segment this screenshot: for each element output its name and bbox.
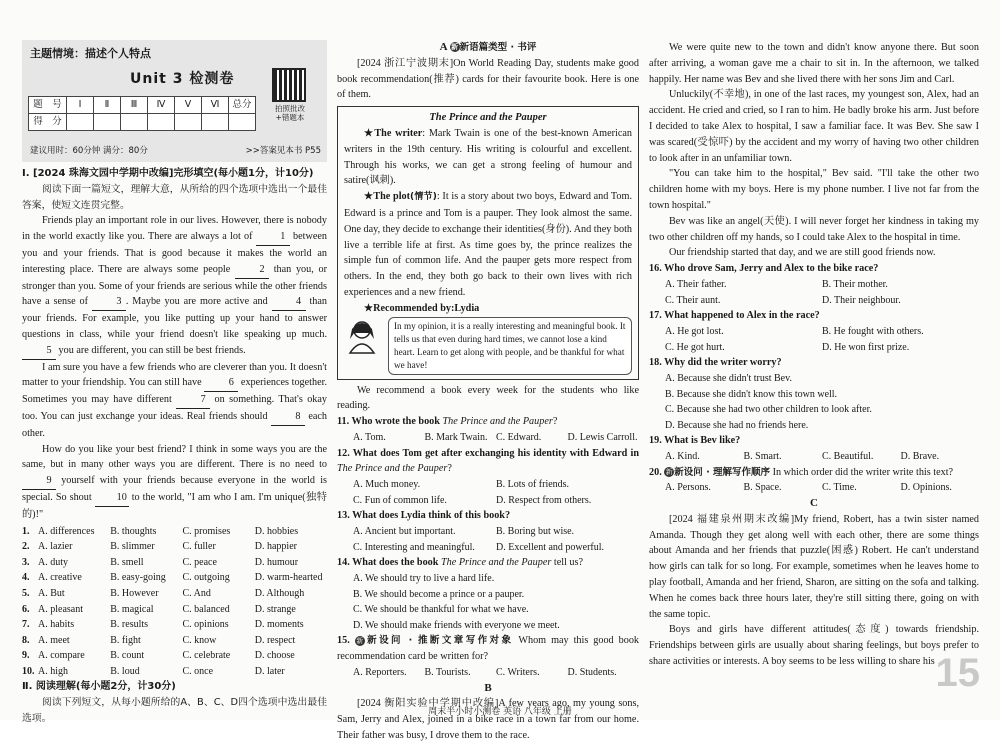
option-choice[interactable]: C. And <box>182 587 211 599</box>
option-choice[interactable]: C. know <box>182 634 217 646</box>
option-number: 2. <box>22 541 30 553</box>
section1-heading: Ⅰ. [2024 珠海文园中学期中改编]完形填空(每小题1分，计10分) <box>22 168 314 179</box>
option-choice[interactable]: D. Brave. <box>900 451 940 463</box>
cloze-option-row <box>22 633 327 649</box>
option-choice[interactable]: D. We should make friends with everyone we meet. <box>353 619 560 631</box>
book-title: The Prince and the Pauper <box>429 112 547 124</box>
score-value-cell[interactable] <box>202 113 229 130</box>
option-choice[interactable]: D. He won first prize. <box>822 341 910 353</box>
option-choice[interactable]: D. happier <box>254 541 297 553</box>
option-choice[interactable]: C. peace <box>182 556 217 568</box>
q19-options <box>649 449 979 465</box>
option-choice[interactable]: A. He got lost. <box>665 325 724 337</box>
new-icon: 新 <box>451 43 459 52</box>
plot-text: : It is a story about two boys, Edward and Tom. Edward is a prince and Tom is a pauper. They look almost the same. One day, they decide to exchange their identities(身份). And they both live a terrible life at first. As time goes by, the prince realizes the simple fun of common life. And the pauper gets more respect from others. In the end, they both go back to their own lives with rich experiences and a new friend. <box>344 191 632 298</box>
unit-title: Unit 3 检测卷 <box>130 71 235 87</box>
section2-heading: Ⅱ. 阅读理解(每小题2分，计30分) <box>22 681 176 693</box>
cloze-paragraph-1: Friends play an important role in our lives. However, there is nobody in the world exactly like you. There are always a lot of 1 between you and your friends. That is good because it makes the world an interesting place. There are always some people 2 than you, or stronger than you. Some of your friends are serious while the other friends have a sense of 3 . Maybe you are more active and 4 than your friends. For example, you like putting up your hand to answer questions in class, while your friend doesn't like speaking up much. 5 you are different, you can still be best friends. <box>22 213 327 359</box>
score-header-cell[interactable]: Ⅳ <box>148 97 175 114</box>
passage-b-heading: B <box>484 681 492 694</box>
cloze-blank[interactable]: 3 <box>92 294 126 311</box>
q20-stem: In which order did the writer write this text? <box>770 466 954 478</box>
option-number: 10. <box>22 665 35 677</box>
plot-cn: (情节) <box>410 192 437 203</box>
q17-options <box>649 324 979 355</box>
star-icon: ★ <box>364 191 374 203</box>
q15-tag: 新设问 · 推断文章写作对象 <box>364 635 514 647</box>
option-choice[interactable]: B. We should become a prince or a pauper. <box>353 588 525 600</box>
cloze-paragraph-3: How do you like your best friend? I think in some ways you are the same, but in many other ways you are different. There is no need to 9 yourself with your friends because everyone in the world is special. So shout 10 to the world, "I am who I am. I'm unique(独特的)!" <box>22 443 327 520</box>
suggested-time: 建议用时：60分钟 满分：80分 <box>30 146 148 156</box>
q14-stem: 14. What does the book <box>337 557 441 569</box>
cloze-option-row <box>22 555 327 571</box>
option-choice[interactable]: C. once <box>182 665 214 677</box>
book-recommendation-card <box>337 106 639 379</box>
question-16 <box>649 261 979 277</box>
question-12 <box>337 446 639 478</box>
option-choice[interactable]: C. balanced <box>182 603 230 615</box>
score-value-cell: 得 分 <box>29 113 67 130</box>
option-choice[interactable]: C. Writers. <box>496 667 540 679</box>
option-choice[interactable]: B. Mark Twain. <box>424 431 488 443</box>
score-header-cell[interactable]: Ⅰ <box>67 97 94 114</box>
score-value-cell[interactable] <box>175 113 202 130</box>
column-left <box>22 40 327 727</box>
exam-header <box>22 40 327 162</box>
q17-stem: 17. What happened to Alex in the race? <box>649 310 820 322</box>
score-table <box>28 96 256 131</box>
option-choice[interactable]: D. Excellent and powerful. <box>496 541 605 553</box>
option-choice[interactable]: B. easy-going <box>110 572 166 584</box>
option-choice[interactable]: D. Their neighbour. <box>822 294 901 306</box>
cloze-blank[interactable]: 8 <box>271 409 305 426</box>
option-choice[interactable]: D. humour <box>254 556 299 568</box>
new-icon: 新 <box>356 637 364 646</box>
option-choice[interactable]: A. high <box>38 665 68 677</box>
cloze-option-row <box>22 570 327 586</box>
option-choice[interactable]: C. Time. <box>822 482 857 494</box>
q20-tag: 新设问 · 理解写作顺序 <box>674 466 771 478</box>
q18-options <box>649 371 979 433</box>
score-header-cell[interactable]: Ⅱ <box>94 97 121 114</box>
option-choice[interactable]: A. But <box>38 587 65 599</box>
column-right <box>649 40 979 670</box>
cloze-paragraph-2: I am sure you have a few friends who are cleverer than you. It doesn't matter to your friendship. You can still have 6 experiences together. Sometimes you may have different 7 on something. That's okay too. You can just exchange your ideas. Real friends should 8 each other. <box>22 361 327 439</box>
option-choice[interactable]: D. hobbies <box>254 525 299 537</box>
section1-instruction: 阅读下面一篇短文，理解大意，从所给的四个选项中选出一个最佳答案，使短文连贯完整。 <box>22 183 327 211</box>
passage-a-heading <box>337 40 639 56</box>
score-value-cell[interactable] <box>229 113 256 130</box>
option-number: 1. <box>22 525 30 537</box>
option-choice[interactable]: B. count <box>110 650 145 662</box>
option-choice[interactable]: A. Kind. <box>665 451 700 463</box>
option-choice[interactable]: A. Persons. <box>665 482 711 494</box>
option-choice[interactable]: D. Students. <box>567 667 617 679</box>
option-choice[interactable]: A. duty <box>38 556 68 568</box>
cloze-option-row <box>22 602 327 618</box>
passage-b-p2: We were quite new to the town and didn't know anyone there. But soon after arriving, a woman gave me a chair to sit in. In the afternoon, we talked happily. Her name was Bev and she lived there with her sons Jim and Carl. <box>649 42 979 85</box>
option-choice[interactable]: B. Lots of friends. <box>496 479 570 491</box>
option-choice[interactable]: D. Opinions. <box>900 482 952 494</box>
option-choice[interactable]: A. We should try to live a hard life. <box>353 573 495 585</box>
score-value-cell[interactable] <box>148 113 175 130</box>
option-choice[interactable]: A. Their father. <box>665 278 727 290</box>
q11-title: The Prince and the Pauper <box>442 416 553 428</box>
cloze-option-row <box>22 586 327 602</box>
score-value-cell[interactable] <box>94 113 121 130</box>
cloze-option-row <box>22 524 327 540</box>
q16-stem: 16. Who drove Sam, Jerry and Alex to the bike race? <box>649 263 879 275</box>
cloze-option-row <box>22 664 327 680</box>
option-choice[interactable]: D. strange <box>254 603 296 615</box>
score-header-cell: 题 号 <box>29 97 67 114</box>
option-choice[interactable]: C. Their aunt. <box>665 294 721 306</box>
option-number: 9. <box>22 650 30 662</box>
recommendation-quote: In my opinion, it is a really interesting and meaningful book. It tells us that even during hard times, we cannot lose a kind heart. Learn to get along with people, and be thankful for what we have! <box>388 317 632 375</box>
writer-paragraph <box>344 126 632 189</box>
option-choice[interactable]: B. magical <box>110 603 154 615</box>
option-choice[interactable]: B. He fought with others. <box>822 325 924 337</box>
option-number: 3. <box>22 556 30 568</box>
cloze-blank[interactable]: 2 <box>235 262 269 279</box>
question-20: 20. 新 新设问 · 理解写作顺序 In which order did the writer write this text? <box>649 466 954 478</box>
score-header-cell[interactable]: Ⅴ <box>175 97 202 114</box>
writer-text: : Mark Twain is one of the best-known American writers in the 19th century. His writing is colourful and excellent. Through his works, we can get a strong feeling of humour and satire(讽刺). <box>344 127 632 187</box>
recommendation-row <box>344 317 632 375</box>
option-choice[interactable]: A. Much money. <box>353 479 421 491</box>
question-11 <box>337 414 639 430</box>
option-choice[interactable]: B. However <box>110 587 159 599</box>
option-choice[interactable]: B. Smart. <box>743 451 782 463</box>
option-choice[interactable]: C. promises <box>182 525 231 537</box>
option-choice[interactable]: B. Space. <box>743 482 782 494</box>
option-number: 7. <box>22 619 30 631</box>
score-value-cell[interactable] <box>67 113 94 130</box>
q12-stem: 12. What does Tom get after exchanging his identity with Edward in <box>337 447 639 459</box>
qr-label: 拍照批改 +错题本 <box>275 104 305 122</box>
option-choice[interactable]: D. choose <box>254 650 295 662</box>
option-choice[interactable]: D. Because she had no friends here. <box>665 419 809 431</box>
girl-avatar-icon <box>344 317 380 353</box>
writer-label: The writer <box>374 127 423 139</box>
page-number: 15 <box>935 651 980 695</box>
option-number: 4. <box>22 572 30 584</box>
passage-b-p1: [2024 衡阳实验中学期中改编]A few years ago, my young sons, Sam, Jerry and Alex, joined in a bike race in a town far from our home. Their father was busy, I drove them to the race. <box>337 698 639 742</box>
option-choice[interactable]: A. Tom. <box>353 431 386 443</box>
q20-options <box>649 480 979 496</box>
cloze-options <box>22 524 327 680</box>
option-choice[interactable]: B. loud <box>110 665 140 677</box>
question-19 <box>649 433 979 449</box>
option-choice[interactable]: A. pleasant <box>38 603 83 615</box>
score-header-cell[interactable]: 总分 <box>229 97 256 114</box>
passage-a-type: 新语篇类型 · 书评 <box>459 42 537 53</box>
option-choice[interactable]: A. Ancient but important. <box>353 526 456 538</box>
cloze-blank[interactable]: 10 <box>95 490 129 507</box>
q16-options <box>649 277 979 308</box>
option-choice[interactable]: C. He got hurt. <box>665 341 725 353</box>
passage-c-heading: C <box>810 497 818 510</box>
cloze-blank[interactable]: 5 <box>22 343 56 360</box>
recommended-label: Recommended by:Lydia <box>373 302 480 314</box>
question-18 <box>649 355 979 371</box>
option-choice[interactable]: A. creative <box>38 572 82 584</box>
qr-code-icon[interactable] <box>272 68 306 102</box>
option-choice[interactable]: A. lazier <box>38 541 73 553</box>
q15-options <box>337 665 639 681</box>
option-number: 8. <box>22 634 30 646</box>
option-choice[interactable]: D. later <box>254 665 285 677</box>
passage-a-letter: A <box>439 41 450 53</box>
option-choice[interactable]: B. slimmer <box>110 541 155 553</box>
q15-stem: Whom may this good book recommendation card be written for? <box>337 635 640 663</box>
q11-stem: 11. Who wrote the book <box>337 416 443 428</box>
option-choice[interactable]: D. warm-hearted <box>254 572 323 584</box>
option-choice[interactable]: A. differences <box>38 525 95 537</box>
q11-options <box>337 430 639 446</box>
star-icon: ★ <box>364 127 375 139</box>
option-choice[interactable]: C. celebrate <box>182 650 231 662</box>
q14-title: The Prince and the Pauper <box>440 557 552 569</box>
q13-stem: 13. What does Lydia think of this book? <box>337 510 511 522</box>
option-choice[interactable]: A. Because she didn't trust Bev. <box>665 372 792 384</box>
cloze-blank[interactable]: 1 <box>256 229 290 246</box>
passage-c-p2: Boys and girls have different attitudes(态度) towards friendship. Friendships between girls are usually about sharing feelings, but boys prefer to share activities or interests. A boy seems to be less willing to share his <box>649 624 979 668</box>
option-choice[interactable]: A. habits <box>38 619 75 631</box>
option-choice[interactable]: A. compare <box>38 650 85 662</box>
q12-title: The Prince and the Pauper <box>337 463 448 475</box>
answer-reference: >>答案见本书 P55 <box>245 146 321 156</box>
page-footer: 周末半小时小测卷 英语 八年级 上册 <box>428 707 572 717</box>
plot-paragraph <box>344 189 632 301</box>
passage-a-intro: [2024 浙江宁波期末]On World Reading Day, students make good book recommendation(推荐) cards for their favourite book. Here is one of them. <box>337 57 639 101</box>
q14-options <box>337 571 639 633</box>
cloze-blank[interactable]: 4 <box>272 294 306 311</box>
option-choice[interactable]: D. respect <box>254 634 296 646</box>
option-choice[interactable]: D. Respect from others. <box>496 494 592 506</box>
cloze-option-row <box>22 648 327 664</box>
option-choice[interactable]: A. meet <box>38 634 70 646</box>
section2-instruction: 阅读下列短文，从每小题所给的A、B、C、D四个选项中选出最佳选项。 <box>22 697 327 725</box>
cloze-blank[interactable]: 6 <box>204 375 238 392</box>
passage-b-p3: Unluckily(不幸地), in one of the last races, my youngest son, Alex, had an accident. He cried and cried, so I ran to him. He badly broke his arm. Just before I decided to take Alex to hospital, I saw a familiar face. It was Bev. She saw I was scared(受惊吓) by the accident and my worry of having two other children to look after in an unfamiliar town. <box>649 89 979 164</box>
passage-b-p6: Our friendship started that day, and we are still good friends now. <box>669 247 936 259</box>
cloze-blank[interactable]: 7 <box>176 392 210 409</box>
recommended-by <box>344 301 632 317</box>
passage-c-p1: [2024 福建泉州期末改编]My friend, Robert, has a twin sister named Amanda. Though they get along well with each other, there are some things about Amanda and her friends that puzzle(困惑) Robert. He can't understand how girls can talk for so long. For example, sometimes when he leaves home to play football, Amanda and her friend, Sharon, are sitting on the sofa and talking. When he comes back three hours later, they're still sitting there, going on with the same topic. <box>649 513 979 620</box>
column-middle <box>337 40 639 744</box>
option-choice[interactable]: D. Lewis Carroll. <box>567 431 638 443</box>
cloze-option-row <box>22 539 327 555</box>
option-choice[interactable]: B. Boring but wise. <box>496 526 575 538</box>
cloze-option-row <box>22 617 327 633</box>
plot-label: The plot <box>373 191 411 203</box>
q19-stem: 19. What is Bev like? <box>649 435 741 447</box>
question-17 <box>649 308 979 324</box>
q14-end: tell us? <box>551 557 584 569</box>
option-choice[interactable]: D. Although <box>254 587 305 599</box>
star-icon: ★ <box>364 302 374 314</box>
option-choice[interactable]: C. fuller <box>182 541 216 553</box>
option-choice[interactable]: C. Fun of common life. <box>353 494 447 506</box>
option-choice[interactable]: B. Tourists. <box>424 667 471 679</box>
option-choice[interactable]: B. thoughts <box>110 525 157 537</box>
option-choice[interactable]: C. Interesting and meaningful. <box>353 541 475 553</box>
score-header-cell[interactable]: Ⅵ <box>202 97 229 114</box>
option-choice[interactable]: B. Their mother. <box>822 278 888 290</box>
q13-options <box>337 524 639 555</box>
score-value-cell[interactable] <box>121 113 148 130</box>
option-choice[interactable]: B. results <box>110 619 149 631</box>
score-header-cell[interactable]: Ⅲ <box>121 97 148 114</box>
question-14 <box>337 555 639 571</box>
option-number: 6. <box>22 603 30 615</box>
theme-title: 主题情境：描述个人特点 <box>30 47 151 60</box>
option-choice[interactable]: D. moments <box>254 619 304 631</box>
passage-b-p5: Bev was like an angel(天使). I will never forget her kindness in taking my two other children off my hands, so I could take Alex to the hospital in time. <box>649 215 979 243</box>
passage-a-after: We recommend a book every week for the students who like reading. <box>337 384 639 412</box>
option-choice[interactable]: C. outgoing <box>182 572 230 584</box>
q12-options <box>337 477 639 508</box>
option-choice[interactable]: B. smell <box>110 556 144 568</box>
option-choice[interactable]: C. opinions <box>182 619 229 631</box>
option-choice[interactable]: A. Reporters. <box>353 667 407 679</box>
option-choice[interactable]: B. fight <box>110 634 141 646</box>
option-choice[interactable]: C. Because she had two other children to look after. <box>665 404 872 416</box>
option-choice[interactable]: C. Edward. <box>496 431 542 443</box>
option-choice[interactable]: C. We should be thankful for what we have. <box>353 604 529 616</box>
cloze-blank[interactable]: 9 <box>22 473 56 490</box>
option-choice[interactable]: B. Because she didn't know this town well. <box>665 388 838 400</box>
question-13 <box>337 508 639 524</box>
q11-end: ? <box>552 416 558 428</box>
question-15: 15. 新 新设问 · 推断文章写作对象 Whom may this good book recommendation card be written for? <box>337 635 640 663</box>
q18-stem: 18. Why did the writer worry? <box>649 357 782 369</box>
option-number: 5. <box>22 587 30 599</box>
q12-end: ? <box>447 463 452 475</box>
option-choice[interactable]: C. Beautiful. <box>822 451 874 463</box>
new-icon: 新 <box>665 468 673 477</box>
passage-b-p4: "You can take him to the hospital," Bev said. "I'll take the other two children home with my boys. Here is my phone number. I live not far from the town hospital." <box>649 168 979 211</box>
